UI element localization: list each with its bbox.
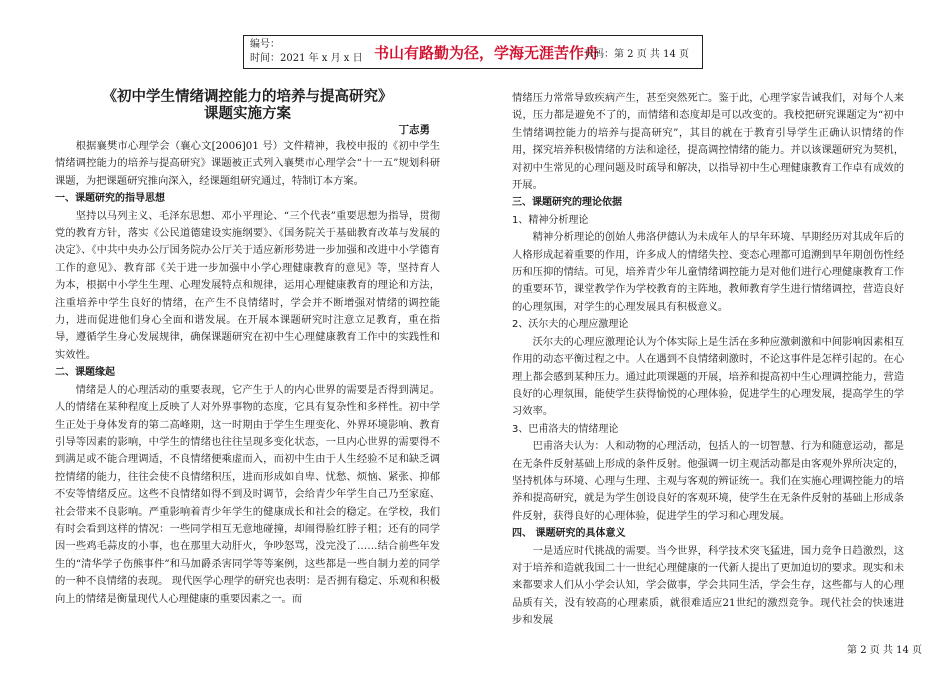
document-number-label: 编号： bbox=[250, 39, 280, 50]
header-page-info: 页码：第 2 页 共 14 页 bbox=[584, 49, 689, 60]
author: 丁志勇 bbox=[398, 124, 430, 136]
document-title: 《初中学生情绪调控能力的培养与提高研究》 bbox=[102, 88, 393, 105]
continued-paragraph: 情绪压力常常导致疾病产生，甚至突然死亡。鉴于此，心理学家告诫我们，对每个人来说，压力都是避免不了的，而情绪和态度却是可以改变的。我校把研究课题定为“初中生情绪调控能力的培养与提高研究”，其目的就在于教育引导学生正确认识情绪的作用，探究培养积极情绪的方法和途径，提高调控情绪的能力。并以该课题研究为契机，对初中生常见的心理问题及时疏导和解决，以指导初中生心理健康教育工作卓有成效的开展。 bbox=[512, 92, 904, 192]
pavlov-paragraph: 巴甫洛夫认为：人和动物的心理活动，包括人的一切智慧、行为和随意运动，都是在无条件反射基础上形成的条件反射。他强调一切主观活动都是由客观外界所决定的，坚持机体与环境、心理与生理、主观与客观的辨证统一。我们在实施心理调控能力的培养和提高研究，就是为学生创设良好的客观环境，使学生在无条件反射的基础上形成条件反射，获得良好的心理体验，促进学生的学习和心理发展。 bbox=[512, 440, 904, 522]
header-slogan: 书山有路勤为径，学海无涯苦作舟 bbox=[374, 44, 600, 62]
document-subtitle: 课题实施方案 bbox=[204, 105, 291, 122]
section-heading-3: 三、课题研究的理论依据 bbox=[512, 197, 622, 209]
psychoanalysis-paragraph: 精神分析理论的创始人弗洛伊德认为未成年人的早年环境、早期经历对其成年后的人格形成起着重要的作用，许多成人的情绪失控、变态心理都可追溯到早年期创伤性经历和压抑的情结。可见，培养青少年儿童情绪调控能力是对他们进行心理健康教育工作的重要环节，课堂教学作为学校教育的主阵地，教师教育学生进行情绪调控，营造良好的心理氛围，对学生的心理发展具有积极意义。 bbox=[512, 231, 904, 313]
page-footer: 第 2 页 共 14 页 bbox=[847, 645, 922, 656]
section-heading-1: 一、课题研究的指导思想 bbox=[55, 193, 165, 205]
section-1-paragraph: 坚持以马列主义、毛泽东思想、邓小平理论、“三个代表”重要思想为指导，贯彻党的教育方针，落实《公民道德建设实施纲要》、《国务院关于基础教育改革与发展的决定》、《中共中央办公厅国务院办公厅关于适应新形势进一步加强和改进中小学德育工作的意见》、教育部《关于进一步加强中小学心理健康教育的意见》等，坚持育人为本，根据中小学生生理、心理发展特点和规律，运用心理健康教育的理论和方法，注重培养中学生良好的情绪，在产生不良情绪时，学会并不断增强对情绪的调控能力，进而促进他们身心全面和谐发展。在开展本课题研究时注意立足教育，重在指导，遵循学生身心发展规律，确保课题研究在初中生心理健康教育工作中的实践性和实效性。 bbox=[55, 209, 440, 361]
section-heading-4: 四、 课题研究的具体意义 bbox=[512, 528, 626, 540]
page-header bbox=[243, 35, 703, 69]
subheading-pavlov: 3、巴甫洛夫的情绪理论 bbox=[512, 423, 619, 435]
subheading-psychoanalysis: 1、精神分析理论 bbox=[512, 214, 589, 226]
stress-theory-paragraph: 沃尔夫的心理应激理论认为个体实际上是生活在多种应激刺激和中间影响因素相互作用的动态平衡过程之中。人在遇到不良情绪刺激时，不论这事件是怎样引起的。在心理上都会感到某种压力。通过此项课题的开展，培养和提高初中生心理调控能力，营造良好的心理氛围，能使学生获得愉悦的心理体验，促进学生的心理发展，提高学生的学习效率。 bbox=[512, 335, 904, 418]
subheading-stress-theory: 2、沃尔夫的心理应激理论 bbox=[512, 319, 629, 331]
intro-paragraph: 根据襄樊市心理学会（襄心文[2006]01 号）文件精神，我校申报的《初中学生情绪调控能力的培养与提高研究》课题被正式列入襄樊市心理学会“十一五”规划科研课题，为把课题研究推向深入，经课题组研究通过，特制订本方案。 bbox=[55, 140, 440, 187]
section-heading-2: 二、课题缘起 bbox=[55, 367, 115, 379]
section-4-paragraph: 一是适应时代挑战的需要。当今世界，科学技术突飞猛进，国力竞争日趋激烈，这对于培养和造就我国二十一世纪心理健康的一代新人提出了更加迫切的要求。现实和未来都要求人们从小学会认知，学会做事，学会共同生活，学会生存，这些都与人的心理品质有关，没有较高的心理素质，就很难适应21世纪的激烈竞争。现代社会的快速进步和发展 bbox=[512, 544, 904, 627]
right-column bbox=[512, 90, 904, 630]
document-date: 时间：2021 年 x 月 x 日 bbox=[250, 53, 363, 64]
left-column bbox=[55, 88, 440, 608]
section-2-paragraph: 情绪是人的心理活动的重要表现，它产生于人的内心世界的需要是否得到满足。人的情绪在某种程度上反映了人对外界事物的态度，它具有复杂性和多样性。初中学生正处于身体发育的第二高峰期，这一时期由于学生生理变化、外界环境影响、教育引导等因素的影响，中学生的情绪也往往呈现多变化状态，一旦内心世界的需要得不到满足或不能合理调适，不良情绪便乘虚而入，而初中生由于人生经验不足和缺乏调控情绪的能力，往往会使不良情绪积压，进而形成如自卑、忧愁、烦恼、紧张、抑郁不安等情绪反应。这些不良情绪如得不到及时调节，会给青少年学生自己乃至家庭、社会带来不良影响。严重影响着青少年学生的健康成长和社会的稳定。在学校，我们有时会看到这样的情况：一些同学相互无意地碰撞，却闹得脸红脖子粗；还有的同学因一些鸡毛蒜皮的小事，也在那里大动肝火，争吵怒骂，没完没了……结合前些年发生的“清华学子伤熊事件”和马加爵杀害同学等等案例，这些都是一些自制力差的同学的一种不良情绪的表现。 现代医学心理学的研究也表明：是否拥有稳定、乐观和积极向上的情绪是衡量现代人心理健康的重要因素之一。而 bbox=[55, 383, 440, 605]
